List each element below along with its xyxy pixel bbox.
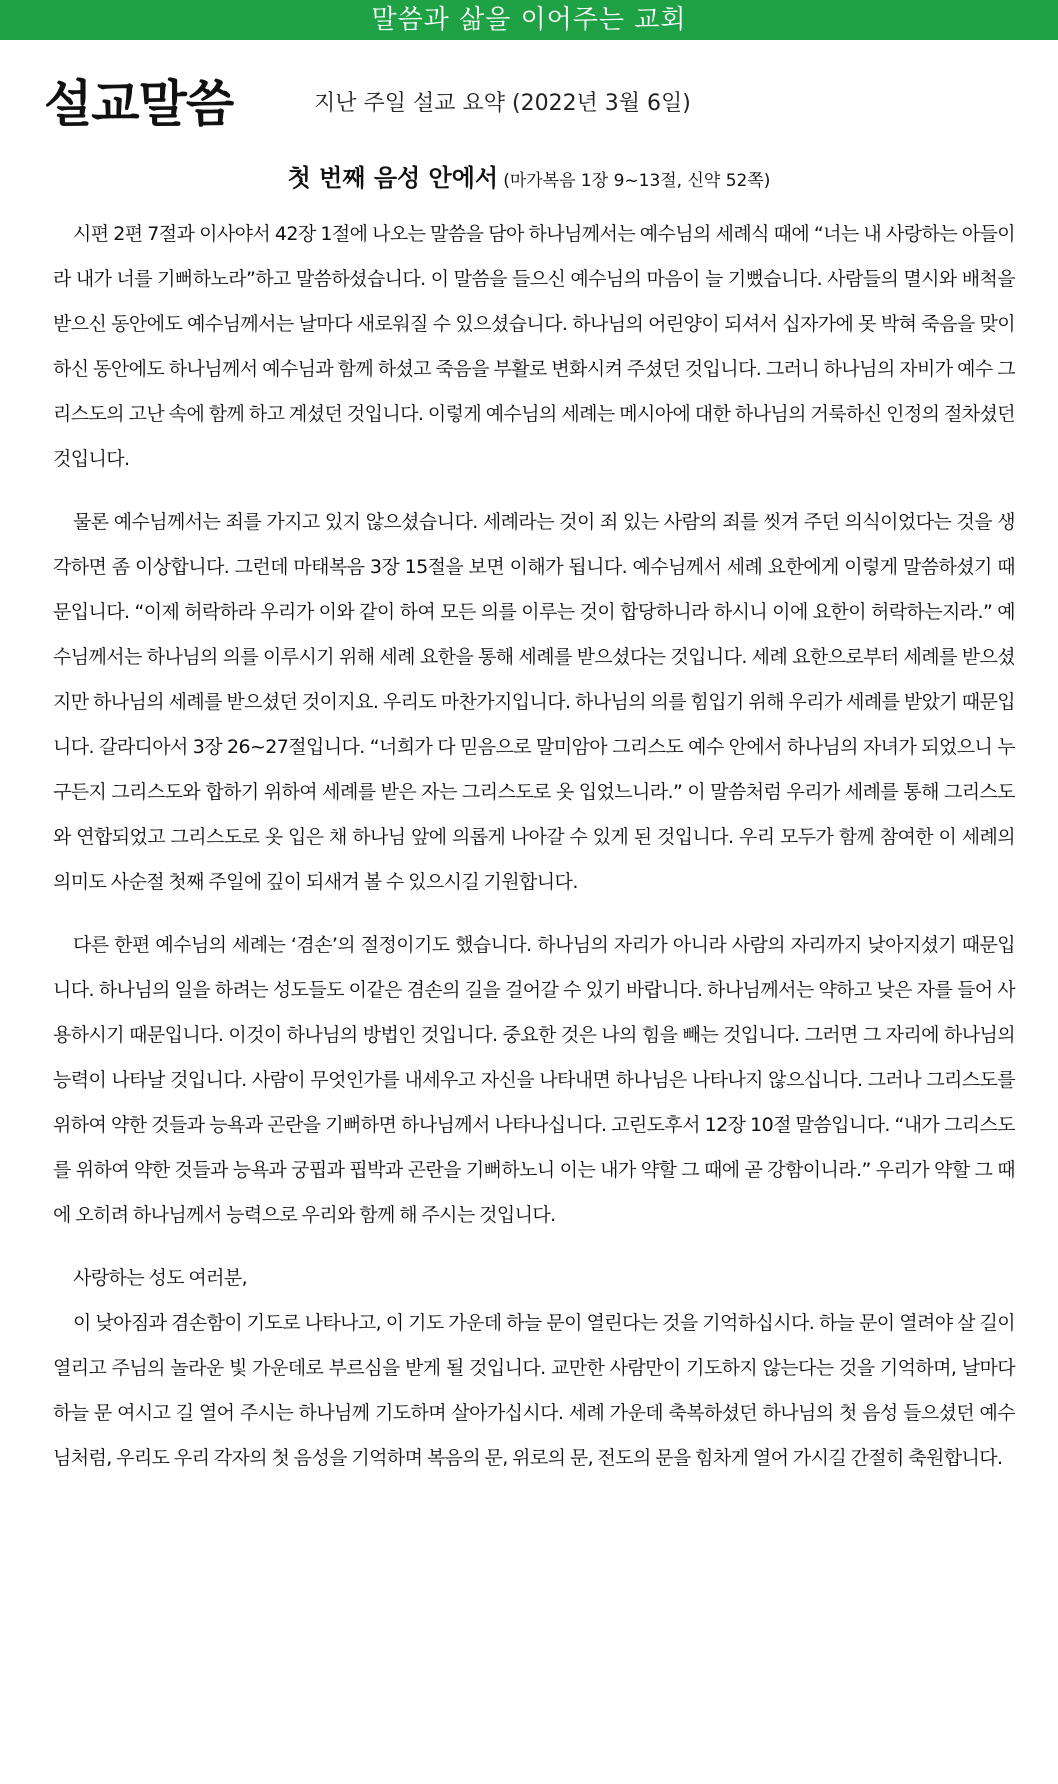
paragraph-2: 물론 예수님께서는 죄를 가지고 있지 않으셨습니다. 세례라는 것이 죄 있는 사람의 죄를 씻겨 주던 의식이었다는 것을 생각하면 좀 이상합니다. 그런데 마태복음 3장 15절을 보면 이해가 됩니다. 예수님께서 세례 요한에게 이렇게 말씀하셨기 때문입니다. “이제 허락하라 우리가 이와 같이 하여 모든 의를 이루는 것이 합당하니라 하시니 이에 요한이 허락하는지라.” 예수님께서는 하나님의 의를 이루시기 위해 세례 요한을 통해 세례를 받으셨다는 것입니다. 세례 요한으로부터 세례를 받으셨지만 하나님의 세례를 받으셨던 것이지요. 우리도 마찬가지입니다. 하나님의 의를 힘입기 위해 우리가 세례를 받았기 때문입니다. 갈라디아서 3장 26~27절입니다. “너희가 다 믿음으로 말미암아 그리스도 예수 안에서 하나님의 자녀가 되었으니 누구든지 그리스도와 합하기 위하여 세례를 받은 자는 그리스도로 옷 입었느니라.” 이 말씀처럼 우리가 세례를 통해 그리스도와 연합되었고 그리스도로 옷 입은 채 하나님 앞에 의롭게 나아갈 수 있게 된 것입니다. 우리 모두가 함께 참여한 이 세례의 의미도 사순절 첫째 주일에 깊이 되새겨 볼 수 있으시길 기원합니다. xyxy=(53,511,1015,893)
church-banner: 말씀과 삶을 이어주는 교회 xyxy=(0,0,1058,40)
salutation: 사랑하는 성도 여러분, xyxy=(73,1267,248,1289)
page-title: 설교말씀 xyxy=(44,74,234,133)
paragraph-5: 이 낮아짐과 겸손함이 기도로 나타나고, 이 기도 가운데 하늘 문이 열린다는 것을 기억하십시다. 하늘 문이 열려야 살 길이 열리고 주님의 놀라운 빛 가운데로 부르심을 받게 될 것입니다. 교만한 사람만이 기도하지 않는다는 것을 기억하며, 날마다 하늘 문 여시고 길 열어 주시는 하나님께 기도하며 살아가십시다. 세례 가운데 축복하셨던 하나님의 첫 음성 들으셨던 예수님처럼, 우리도 우리 각자의 첫 음성을 기억하며 복음의 문, 위로의 문, 전도의 문을 힘차게 열어 가시길 간절히 축원합니다. xyxy=(53,1312,1015,1469)
paragraph-3: 다른 한편 예수님의 세례는 ‘겸손’의 절정이기도 했습니다. 하나님의 자리가 아니라 사람의 자리까지 낮아지셨기 때문입니다. 하나님의 일을 하려는 성도들도 이같은 겸손의 길을 걸어갈 수 있기 바랍니다. 하나님께서는 약하고 낮은 자를 들어 사용하시기 때문입니다. 이것이 하나님의 방법인 것입니다. 중요한 것은 나의 힘을 빼는 것입니다. 그러면 그 자리에 하나님의 능력이 나타날 것입니다. 사람이 무엇인가를 내세우고 자신을 나타내면 하나님은 나타나지 않으십니다. 그러나 그리스도를 위하여 약한 것들과 능욕과 곤란을 기뻐하면 하나님께서 나타나십니다. 고린도후서 12장 10절 말씀입니다. “내가 그리스도를 위하여 약한 것들과 능욕과 궁핍과 핍박과 곤란을 기뻐하노니 이는 내가 약할 그 때에 곧 강함이니라.” 우리가 약할 그 때에 오히려 하나님께서 능력으로 우리와 함께 해 주시는 것입니다. xyxy=(53,934,1015,1226)
paragraph-1: 시편 2편 7절과 이사야서 42장 1절에 나오는 말씀을 담아 하나님께서는 예수님의 세례식 때에 “너는 내 사랑하는 아들이라 내가 너를 기뻐하노라”하고 말씀하셨습니다. 이 말씀을 들으신 예수님의 마음이 늘 기뻤습니다. 사람들의 멸시와 배척을 받으신 동안에도 예수님께서는 날마다 새로워질 수 있으셨습니다. 하나님의 어린양이 되셔서 십자가에 못 박혀 죽음을 맞이하신 동안에도 하나님께서 예수님과 함께 하셨고 죽음을 부활로 변화시켜 주셨던 것입니다. 그러니 하나님의 자비가 예수 그리스도의 고난 속에 함께 하고 계셨던 것입니다. 이렇게 예수님의 세례는 메시아에 대한 하나님의 거룩하신 인정의 절차셨던 것입니다. xyxy=(53,223,1015,470)
sermon-title: 첫 번째 음성 안에서 xyxy=(287,164,499,192)
page-subtitle: 지난 주일 설교 요약 (2022년 3월 6일) xyxy=(314,91,691,116)
sermon-heading xyxy=(0,158,1058,201)
sermon-body xyxy=(53,212,1015,1481)
scripture-reference: (마가복음 1장 9~13절, 신약 52쪽) xyxy=(503,171,771,191)
header xyxy=(44,64,1024,144)
